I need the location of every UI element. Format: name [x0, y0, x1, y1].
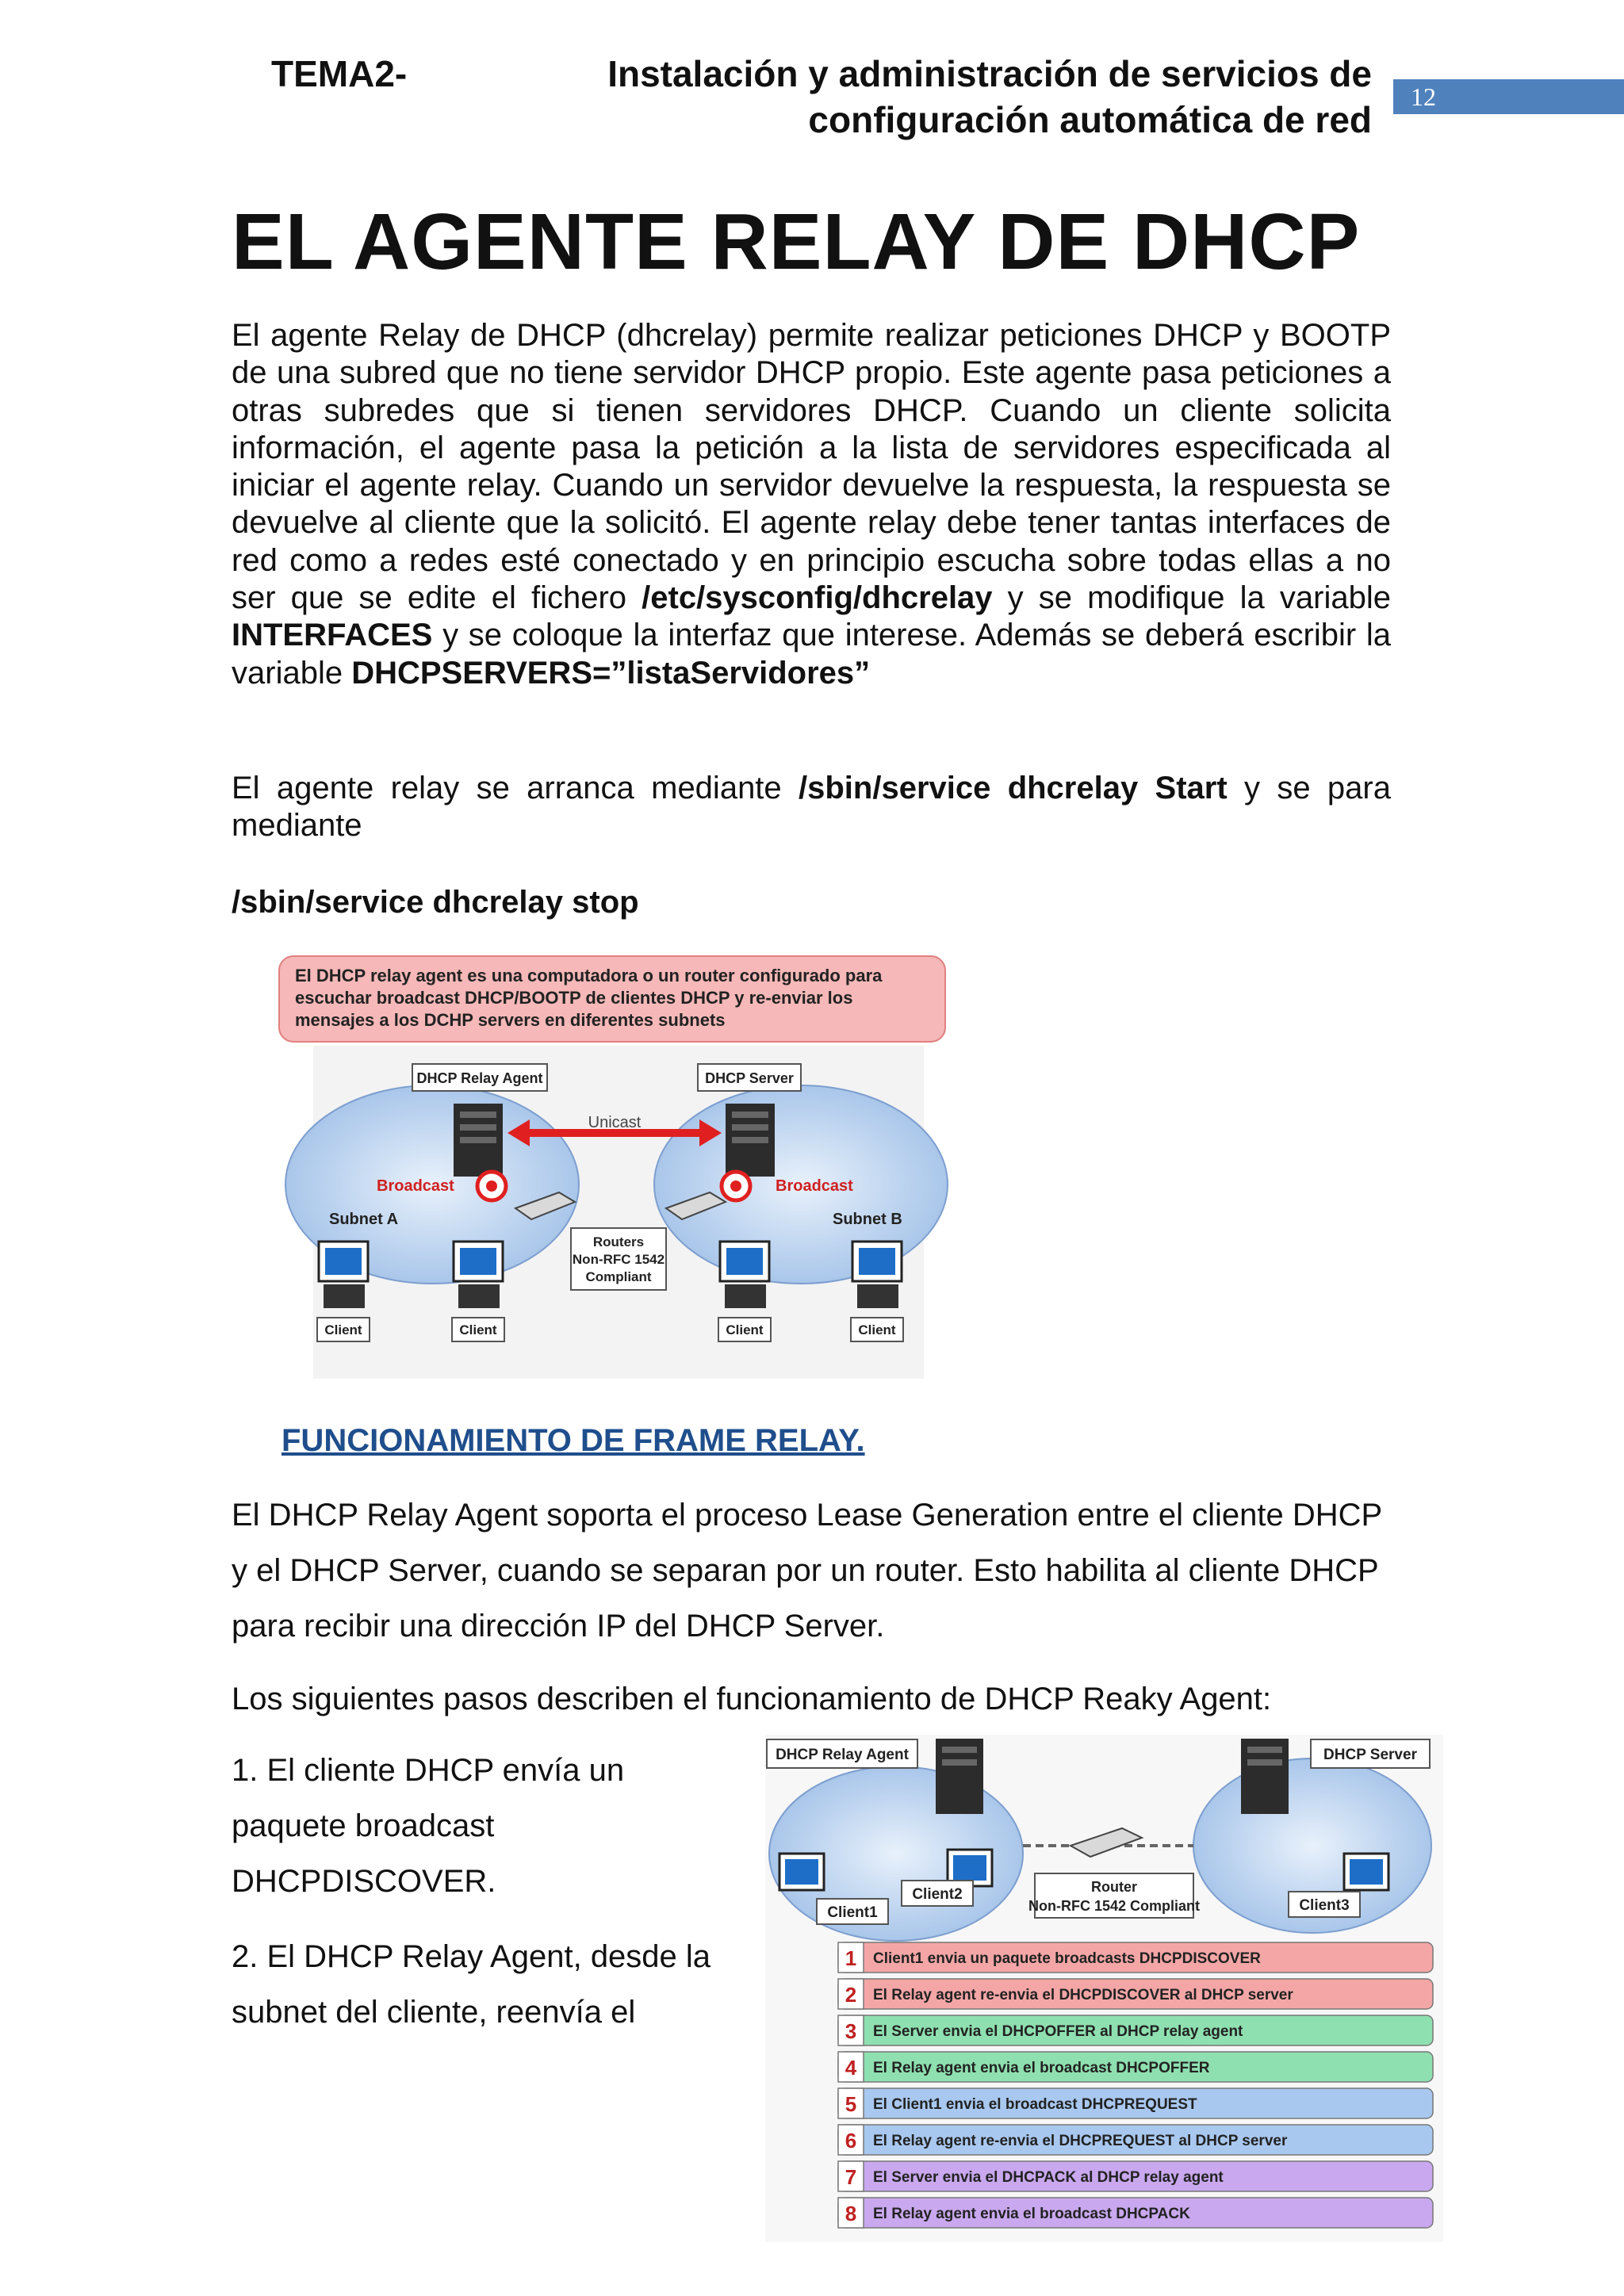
dhcp-server-icon	[726, 1104, 775, 1177]
relay-step-number: 4	[845, 2056, 857, 2080]
relay-agent-server-icon	[454, 1104, 503, 1177]
fig2-router-line2: Non-RFC 1542 Compliant	[1028, 1898, 1201, 1914]
relay-step-text: El Server envia el DHCPOFFER al DHCP relay agent	[873, 2023, 1243, 2040]
intro-text-3: y se coloque la interfaz que interese. Además se deberá escribir la variable	[232, 618, 1391, 691]
fig2-dhcp-server-icon	[1241, 1739, 1289, 1814]
subnet-a-label: Subnet A	[329, 1211, 399, 1228]
stop-command: /sbin/service dhcrelay stop	[232, 885, 639, 920]
intro-bold-servers: DHCPSERVERS=”listaServidores”	[351, 655, 871, 691]
broadcast-left-label: Broadcast	[377, 1177, 454, 1195]
client-computer-icon	[454, 1242, 503, 1308]
relay-step-row	[838, 1942, 1433, 1973]
step-1-text: 1. El cliente DHCP envía un paquete broadcast DHCPDISCOVER.	[232, 1753, 625, 1899]
diagram-caption-line2: escuchar broadcast DHCP/BOOTP de clientes DHCP y re-enviar los	[295, 988, 853, 1008]
intro-text-2: y se modifique la variable	[992, 580, 1391, 616]
routers-label-line3: Compliant	[585, 1269, 652, 1284]
client-computer-icon	[1344, 1854, 1388, 1890]
page-title: EL AGENTE RELAY DE DHCP	[232, 197, 1361, 286]
start-text-1: El agente relay se arranca mediante	[232, 771, 799, 806]
relay-step-text: El Server envia el DHCPACK al DHCP relay agent	[873, 2169, 1224, 2186]
client-computer-icon	[852, 1242, 902, 1308]
relay-step-row	[838, 2052, 1433, 2082]
client2-label: Client2	[912, 1886, 963, 1903]
page-number: 12	[1411, 82, 1436, 111]
routers-label-line1: Routers	[592, 1234, 645, 1249]
relay-step-number: 6	[845, 2129, 857, 2152]
section-heading: FUNCIONAMIENTO DE FRAME RELAY.	[282, 1423, 865, 1458]
start-text-2: y se para mediante	[232, 771, 1391, 844]
intro-paragraph	[232, 317, 1391, 692]
relay-step-text: El Relay agent re-envia el DHCPREQUEST al DHCP server	[873, 2133, 1288, 2149]
relay-step-row	[838, 2161, 1433, 2191]
header-topic: TEMA2-	[271, 53, 408, 94]
fig2-relay-label: DHCP Relay Agent	[776, 1747, 909, 1763]
broadcast-right-label: Broadcast	[776, 1177, 853, 1195]
client-label: Client	[858, 1322, 896, 1337]
relay-step-text: El Client1 envia el broadcast DHCPREQUEST	[873, 2096, 1197, 2113]
client-computer-icon	[779, 1854, 824, 1890]
relay-step-row	[838, 2088, 1433, 2118]
body-paragraph: El DHCP Relay Agent soporta el proceso Lease Generation entre el cliente DHCP y el DHCP Server, cuando se separan por un router. Esto habilita al cliente DHCP para recibir una dirección IP del DHCP Server.	[232, 1498, 1382, 1644]
steps-intro: Los siguientes pasos describen el funcionamiento de DHCP Reaky Agent:	[232, 1682, 1272, 1716]
relay-step-number: 1	[845, 1946, 857, 1970]
start-paragraph	[232, 770, 1391, 845]
intro-bold-variable: INTERFACES	[232, 618, 433, 653]
dhcp-server-label: DHCP Server	[705, 1070, 794, 1086]
relay-step-number: 3	[845, 2019, 857, 2043]
diagram-caption-line3: mensajes a los DCHP servers en diferentes subnets	[295, 1010, 726, 1030]
client1-label: Client1	[827, 1904, 878, 1921]
subnet-b-label: Subnet B	[833, 1211, 902, 1228]
fig2-server-label: DHCP Server	[1323, 1747, 1417, 1763]
fig2-relay-server-icon	[936, 1739, 983, 1814]
page-number-tab	[1393, 79, 1624, 114]
header-title-line1: Instalación y administración de servicios de	[607, 53, 1372, 94]
client-computer-icon	[720, 1242, 769, 1308]
client3-label: Client3	[1299, 1897, 1350, 1914]
relay-step-row	[838, 2198, 1433, 2228]
header-title-line2: configuración automática de red	[808, 99, 1372, 140]
relay-agent-diagram	[278, 955, 952, 1383]
relay-step-text: El Relay agent re-envia el DHCPDISCOVER al DHCP server	[873, 1987, 1293, 2003]
client-label: Client	[726, 1322, 764, 1337]
client-label: Client	[324, 1322, 362, 1337]
relay-step-text: Client1 envia un paquete broadcasts DHCPDISCOVER	[873, 1950, 1261, 1967]
client-label: Client	[459, 1322, 497, 1337]
relay-step-number: 8	[845, 2202, 857, 2225]
diagram-caption-line1: El DHCP relay agent es una computadora o un router configurado para	[295, 966, 883, 985]
relay-step-number: 5	[845, 2092, 857, 2116]
routers-label-line2: Non-RFC 1542	[572, 1252, 665, 1267]
unicast-label: Unicast	[588, 1114, 642, 1131]
intro-text-1: El agente Relay de DHCP (dhcrelay) permite realizar peticiones DHCP y BOOTP de una subred que no tiene servidor DHCP propio. Este agente pasa peticiones a otras subredes que si tienen servidores DHCP. Cuando un cliente solicita información, el agente pasa la petición a la lista de servidores especificada al iniciar el agente relay. Cuando un servidor devuelve la respuesta, la respuesta se devuelve al cliente que la solicitó. El agente relay debe tener tantas interfaces de red como a redes esté conectado y en principio escucha sobre todas ellas a no ser que se edite el fichero	[232, 318, 1391, 616]
relay-step-text: El Relay agent envia el broadcast DHCPACK	[873, 2206, 1190, 2222]
start-bold-command: /sbin/service dhcrelay Start	[799, 771, 1228, 806]
relay-steps-diagram	[765, 1735, 1443, 2242]
relay-step-row	[838, 2125, 1433, 2155]
client-computer-icon	[319, 1242, 368, 1308]
header-title	[508, 51, 1372, 143]
fig2-router-line1: Router	[1091, 1879, 1137, 1895]
step-2-text: 2. El DHCP Relay Agent, desde la subnet del cliente, reenvía el	[232, 1939, 711, 2030]
relay-agent-label: DHCP Relay Agent	[416, 1070, 543, 1086]
relay-step-number: 7	[845, 2165, 857, 2189]
relay-step-row	[838, 2015, 1433, 2045]
relay-step-row	[838, 1979, 1433, 2009]
relay-step-number: 2	[845, 1983, 857, 2007]
relay-step-text: El Relay agent envia el broadcast DHCPOFFER	[873, 2060, 1210, 2076]
intro-bold-path: /etc/sysconfig/dhcrelay	[642, 580, 993, 616]
